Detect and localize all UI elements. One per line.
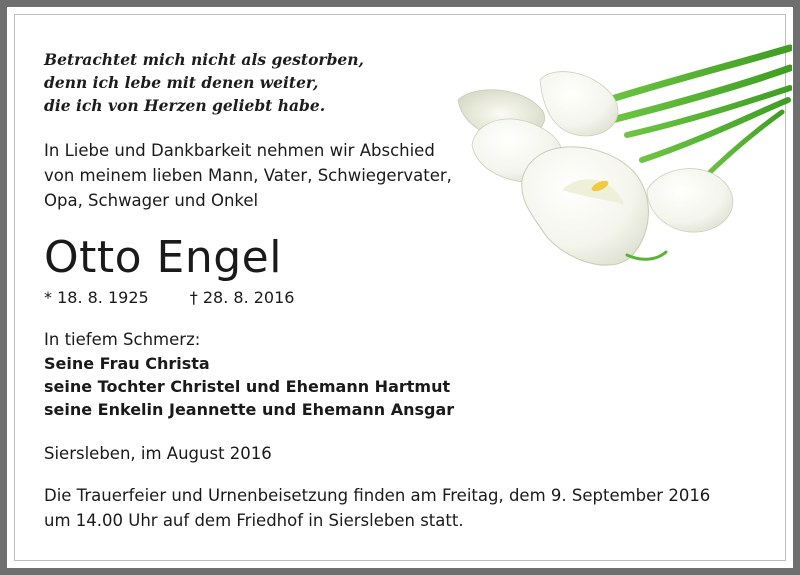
intro-line: In Liebe und Dankbarkeit nehmen wir Abschied (44, 141, 435, 160)
place-date: Siersleben, im August 2016 (44, 444, 272, 463)
calla-lilies-icon (452, 40, 792, 275)
life-dates (44, 286, 294, 310)
motto-line: die ich von Herzen geliebt habe. (44, 96, 326, 115)
motto-verse (44, 48, 364, 117)
death-date: † 28. 8. 2016 (189, 288, 295, 307)
motto-line: Betrachtet mich nicht als gestorben, (44, 50, 364, 69)
mourners-list (44, 352, 454, 421)
motto-line: denn ich lebe mit denen weiter, (44, 73, 319, 92)
mourner-name: Seine Frau Christa (44, 354, 210, 373)
intro-line: von meinem lieben Mann, Vater, Schwiegervater, (44, 166, 452, 185)
service-line: Die Trauerfeier und Urnenbeisetzung finden am Freitag, dem 9. September 2016 (44, 486, 711, 505)
deceased-name: Otto Engel (44, 232, 282, 283)
mourner-name: seine Tochter Christel und Ehemann Hartmut (44, 377, 451, 396)
mourner-name: seine Enkelin Jeannette und Ehemann Ansgar (44, 400, 455, 419)
farewell-intro (44, 138, 452, 213)
service-line: um 14.00 Uhr auf dem Friedhof in Siersleben statt. (44, 511, 464, 530)
intro-line: Opa, Schwager und Onkel (44, 191, 259, 210)
mourners-label: In tiefem Schmerz: (44, 330, 201, 349)
service-details (44, 483, 710, 533)
birth-date: * 18. 8. 1925 (44, 288, 149, 307)
